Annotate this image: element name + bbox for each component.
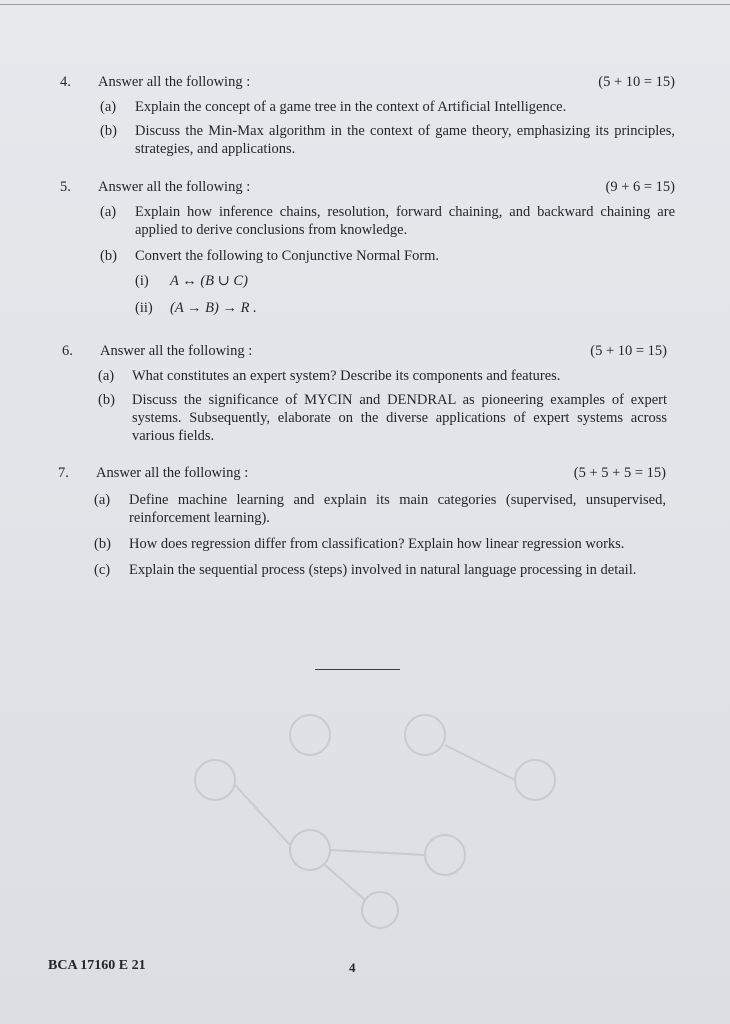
question-header <box>60 72 675 92</box>
question-marks: (9 + 6 = 15) <box>605 179 675 195</box>
question-part <box>60 98 675 116</box>
part-text: Explain the concept of a game tree in the context of Artificial Intelligence. <box>135 99 567 115</box>
part-text: What constitutes an expert system? Describe its components and features. <box>132 368 561 384</box>
subpart-expression: (A → B) → R . <box>170 300 257 316</box>
part-text: Convert the following to Conjunctive Normal Form. <box>135 248 440 264</box>
question-part <box>60 203 675 239</box>
question-number: 6. <box>62 343 73 359</box>
subpart <box>60 272 675 290</box>
part-label: (a) <box>98 368 115 384</box>
question-part <box>62 391 667 445</box>
question-instruction: Answer all the following : <box>98 74 251 90</box>
part-label: (a) <box>94 492 111 508</box>
part-label: (a) <box>100 204 117 220</box>
question-part <box>60 122 675 158</box>
end-of-paper-rule <box>315 669 400 670</box>
question-7 <box>58 463 666 579</box>
question-marks: (5 + 10 = 15) <box>598 74 675 90</box>
subpart-expression: A ↔ (B ∪ C) <box>170 273 248 289</box>
part-text: Discuss the Min-Max algorithm in the context of game theory, emphasizing its principles, strategies, and applications. <box>135 123 675 157</box>
part-label: (b) <box>98 392 115 408</box>
page-number: 4 <box>349 960 356 975</box>
question-part <box>58 561 666 579</box>
question-instruction: Answer all the following : <box>96 465 249 481</box>
question-header <box>60 177 675 197</box>
question-5 <box>60 177 675 317</box>
question-marks: (5 + 10 = 15) <box>590 343 667 359</box>
part-label: (c) <box>94 562 111 578</box>
question-part <box>62 367 667 385</box>
part-text: Discuss the significance of MYCIN and DENDRAL as pioneering examples of expert systems. Subsequently, elaborate on the diverse applications of expert systems across various fields. <box>132 392 667 444</box>
part-label: (b) <box>100 123 117 139</box>
question-header <box>62 341 667 361</box>
paper-code: BCA 17160 E 21 <box>48 958 146 973</box>
subpart-label: (ii) <box>135 300 153 316</box>
question-number: 4. <box>60 74 71 90</box>
question-number: 5. <box>60 179 71 195</box>
part-label: (b) <box>100 248 117 264</box>
question-instruction: Answer all the following : <box>100 343 253 359</box>
question-part <box>58 491 666 527</box>
show-through-diagram <box>180 690 560 930</box>
subpart-label: (i) <box>135 273 149 289</box>
part-label: (b) <box>94 536 111 552</box>
question-instruction: Answer all the following : <box>98 179 251 195</box>
question-number: 7. <box>58 465 69 481</box>
question-4 <box>60 72 675 158</box>
question-6 <box>62 341 667 445</box>
question-part <box>60 247 675 265</box>
part-label: (a) <box>100 99 117 115</box>
part-text: Explain how inference chains, resolution, forward chaining, and backward chaining are applied to derive conclusions from knowledge. <box>135 204 675 238</box>
part-text: Explain the sequential process (steps) involved in natural language processing in detail. <box>129 562 637 578</box>
subpart <box>60 299 675 317</box>
part-text: How does regression differ from classification? Explain how linear regression works. <box>129 536 625 552</box>
question-header <box>58 463 666 483</box>
part-text: Define machine learning and explain its main categories (supervised, unsupervised, reinforcement learning). <box>129 492 666 526</box>
question-marks: (5 + 5 + 5 = 15) <box>573 465 666 481</box>
top-edge-rule <box>0 4 730 5</box>
question-part <box>58 535 666 553</box>
